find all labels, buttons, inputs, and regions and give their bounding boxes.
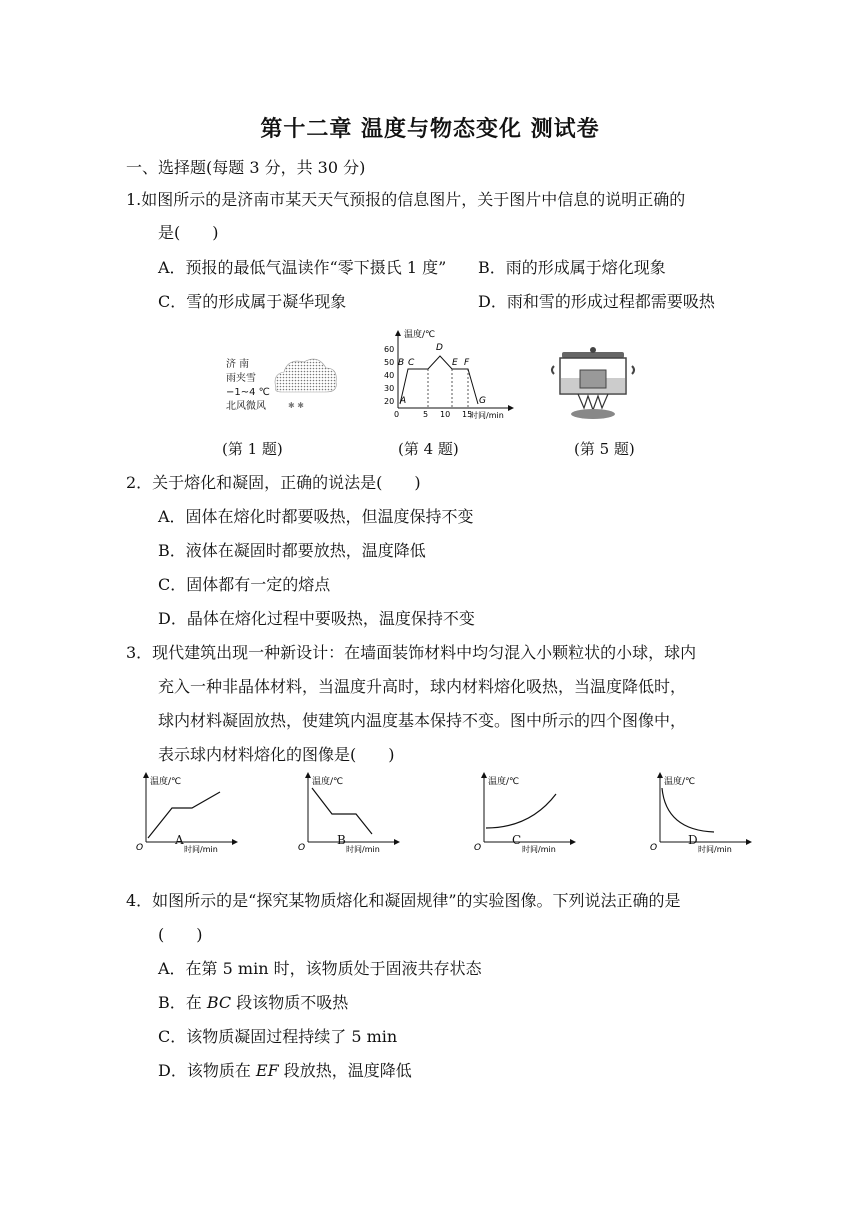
caption-fig1: (第 1 题) (222, 440, 283, 458)
q3a-ylabel: 温度/℃ (150, 777, 182, 787)
graph4-ytick-50: 50 (384, 358, 395, 367)
q4-option-c: C．该物质凝固过程持续了 5 min (158, 1027, 398, 1046)
q4-option-d-pre: D．该物质在 (158, 1061, 256, 1080)
q3-letter-a: A (175, 833, 184, 847)
q4-option-b-segment: BC (206, 993, 232, 1012)
weather-city: 济 南 (226, 359, 250, 370)
q3-graph-d (646, 772, 756, 854)
q1-stem-line2: 是( ) (158, 223, 219, 242)
graph4-xtick-15: 15 (462, 410, 473, 419)
q3-graph-a (132, 772, 242, 854)
q3c-xlabel: 时间/min (522, 845, 556, 854)
q3c-ylabel: 温度/℃ (488, 777, 520, 787)
q4-stem-line1: 4．如图所示的是“探究某物质熔化和凝固规律”的实验图像。下列说法正确的是 (126, 891, 681, 910)
caption-fig5: (第 5 题) (574, 440, 635, 458)
q3d-origin: O (650, 843, 658, 853)
graph4-ytick-40: 40 (384, 371, 395, 380)
q4-stem-line2: ( ) (158, 925, 203, 944)
graph4-ytick-60: 60 (384, 345, 395, 354)
q2-stem: 2．关于熔化和凝固，正确的说法是( ) (126, 473, 421, 492)
q4-option-d-post: 段放热，温度降低 (278, 1061, 412, 1080)
graph4-ytick-30: 30 (384, 384, 395, 393)
q3-letter-c: C (512, 833, 522, 847)
weather-wind: 北风微风 (226, 401, 266, 412)
q2-option-a: A．固体在熔化时都要吸热，但温度保持不变 (158, 507, 474, 526)
q2-option-b: B．液体在凝固时都要放热，温度降低 (158, 541, 426, 560)
q3a-xlabel: 时间/min (184, 845, 218, 854)
figure-pot-burner (548, 344, 638, 424)
q3-graph-b (294, 772, 404, 854)
graph4-point-d: D (436, 343, 443, 353)
q1-stem-line1: 1.如图所示的是济南市某天天气预报的信息图片，关于图片中信息的说明正确的 (126, 190, 686, 209)
graph4-point-b: B (398, 358, 405, 368)
graph4-point-a: A (400, 396, 407, 406)
q4-option-b-post: 段该物质不吸热 (231, 993, 349, 1012)
q3-stem-line3: 球内材料凝固放热，使建筑内温度基本保持不变。图中所示的四个图像中， (158, 711, 687, 730)
q3d-xlabel: 时间/min (698, 845, 732, 854)
q3a-origin: O (136, 843, 144, 853)
graph4-point-g: G (479, 396, 486, 406)
graph4-ytick-20: 20 (384, 397, 395, 406)
q1-option-b: B．雨的形成属于熔化现象 (478, 258, 666, 277)
graph4-point-f: F (464, 358, 470, 368)
q2-option-c: C．固体都有一定的熔点 (158, 575, 331, 594)
q3-stem-line1: 3．现代建筑出现一种新设计：在墙面装饰材料中均匀混入小颗粒状的小球，球内 (126, 643, 697, 662)
q3c-origin: O (474, 843, 482, 853)
q2-option-d: D．晶体在熔化过程中要吸热，温度保持不变 (158, 609, 475, 628)
page-title: 第十二章 温度与物态变化 测试卷 (260, 117, 600, 142)
figure-graph-q4 (378, 328, 518, 428)
caption-fig4: (第 4 题) (398, 440, 459, 458)
q4-option-b (158, 992, 348, 1014)
section-heading: 一、选择题(每题 3 分，共 30 分) (126, 158, 366, 177)
q3-letter-b: B (337, 833, 346, 847)
q3b-ylabel: 温度/℃ (312, 777, 344, 787)
graph4-ylabel: 温度/℃ (404, 330, 436, 340)
graph4-xlabel: 时间/min (470, 411, 504, 420)
graph4-xtick-10: 10 (440, 410, 451, 419)
weather-condition: 雨夹雪 (226, 373, 256, 384)
q3-graph-c (470, 772, 580, 854)
figure-weather (222, 346, 342, 426)
q4-option-a: A．在第 5 min 时，该物质处于固液共存状态 (158, 959, 482, 978)
q3b-origin: O (298, 843, 306, 853)
q3d-ylabel: 温度/℃ (664, 777, 696, 787)
q3-letter-d: D (688, 833, 698, 847)
q1-option-d: D．雨和雪的形成过程都需要吸热 (478, 292, 715, 311)
flame-icon (578, 394, 608, 410)
graph4-point-c: C (408, 358, 415, 368)
q1-option-c: C．雪的形成属于凝华现象 (158, 292, 347, 311)
q4-option-b-pre: B．在 (158, 993, 207, 1012)
q3b-xlabel: 时间/min (346, 845, 380, 854)
cloud-icon (222, 346, 342, 426)
q4-option-d (158, 1060, 412, 1082)
q4-option-d-segment: EF (255, 1061, 279, 1080)
svg-text:✱ ✱: ✱ ✱ (288, 401, 304, 410)
q1-option-a: A．预报的最低气温读作“零下摄氏 1 度” (158, 258, 447, 277)
graph4-point-e: E (452, 358, 458, 368)
q3-stem-line2: 充入一种非晶体材料，当温度升高时，球内材料熔化吸热，当温度降低时， (158, 677, 687, 696)
weather-temp: −1~4 ℃ (226, 387, 270, 398)
graph4-xtick-0: 0 (394, 410, 400, 419)
q3-stem-line4: 表示球内材料熔化的图像是( ) (158, 745, 395, 764)
graph4-xtick-5: 5 (423, 410, 429, 419)
